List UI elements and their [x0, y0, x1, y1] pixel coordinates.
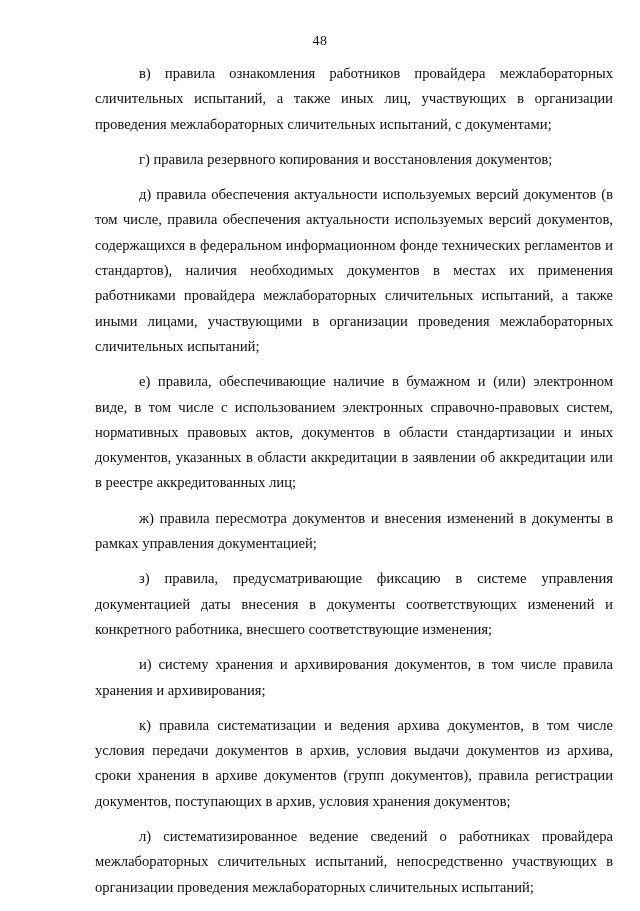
page-number: 48: [312, 34, 328, 49]
paragraph-g: г) правила резервного копирования и восстановления документов;: [139, 151, 553, 168]
paragraph-i: и) систему хранения и архивирования документов, в том числе правила хранения и архивирования;: [95, 657, 613, 699]
paragraph-k: к) правила систематизации и ведения архива документов, в том числе условия передачи документов в архив, условия выдачи документов из архива, сроки хранения в архиве документов (групп документов), правила регистрации документов, поступающих в архив, условия хранения документов;: [95, 717, 613, 810]
paragraph-e: е) правила, обеспечивающие наличие в бумажном и (или) электронном виде, в том числе с использованием электронных справочно-правовых систем, нормативных правовых актов, документов в области стандартизации и иных документов, указанных в области аккредитации в заявлении об аккредитации или в реестре аккредитованных лиц;: [95, 374, 613, 492]
paragraph-l: л) систематизированное ведение сведений о работниках провайдера межлабораторных сличительных испытаний, непосредственно участвующих в организации проведения межлабораторных сличительных испытаний;: [95, 829, 613, 896]
paragraph-v: в) правила ознакомления работников провайдера межлабораторных сличительных испытаний, а также иных лиц, участвующих в организации проведения межлабораторных сличительных испытаний, с документами;: [95, 66, 613, 133]
paragraph-zh: ж) правила пересмотра документов и внесения изменений в документы в рамках управления документацией;: [95, 510, 613, 553]
paragraph-z: з) правила, предусматривающие фиксацию в системе управления документацией даты внесения в документы соответствующих изменений и конкретного работника, внесшего соответствующие изменения;: [95, 571, 613, 638]
document-body: [95, 62, 613, 911]
paragraph-d: д) правила обеспечения актуальности используемых версий документов (в том числе, правила обеспечения актуальности используемых версий документов, содержащихся в федеральном информационном фонде технических регламентов и стандартов), наличия необходимых документов в местах их применения работниками провайдера межлабораторных сличительных испытаний, а также иными лицами, участвующими в организации проведения межлабораторных сличительных испытаний;: [95, 187, 613, 355]
